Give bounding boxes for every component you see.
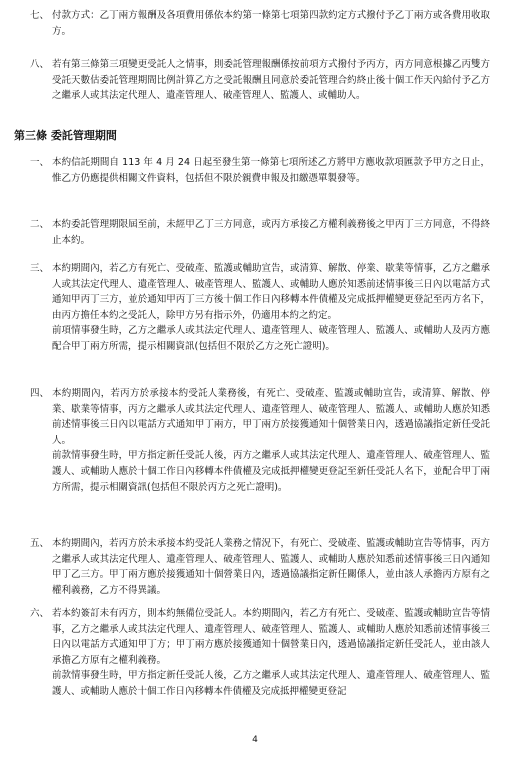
clause-number: 八、 xyxy=(30,59,50,70)
clause-text: 本約委託管理期限屆至前，未經甲乙丁三方同意，或丙方承接乙方權利義務後之甲丙丁三方同意，不得終止本約。 xyxy=(52,219,490,246)
clause-number: 一、 xyxy=(30,157,50,168)
clause-text: 本約信託期間自 113 年 4 月 24 日起至發生第一條第七項所述乙方將甲方應收款項匯款予甲方之日止，惟乙方仍應提供相關文件資料，包括但不限於親費申報及扣繳憑單製發等。 xyxy=(52,157,490,184)
clause-text-continued: 前項情事發生時，乙方之繼承人或其法定代理人、遺產管理人、破產管理人、監護人、或輔助人及丙方應配合甲丁兩方所需，提示相關資訊(包括但不限於乙方之死亡證明)。 xyxy=(52,325,490,352)
page-number: 4 xyxy=(252,735,258,745)
clause-text: 本約期間內，若丙方於未承接本約受託人業務之情況下，有死亡、受破產、監護或輔助宣告等情事，丙方之繼承人或其法定代理人、遺產管理人、破產管理人、監護人、或輔助人應於知悉前述情事後三日內通知甲丁乙三方。甲丁兩方應於接獲通知十個營業日內，透過協議指定新任關係人，並由該人承擔丙方原有之權利義務，乙方不得異議。 xyxy=(52,538,490,596)
clause-text: 若有第三條第三項變更受託人之情事，則委託管理報酬係按前項方式撥付予丙方，丙方同意根據乙丙雙方受託天數估委託管理期間比例計算乙方之受託報酬且同意於委託管理合約終止後十個工作天內給付予乙方之繼承人或其法定代理人、遺產管理人、破產管理人、監護人、或輔助人。 xyxy=(52,59,490,102)
clause-number: 二、 xyxy=(30,219,50,230)
clause-item xyxy=(30,155,490,186)
clause-text: 本約期間內，若丙方於承接本約受託人業務後，有死亡、受破產、監護或輔助宣告，或清算、解散、停業、歇業等情事，丙方之繼承人或其法定代理人、遺產管理人、破產管理人、監護人、或輔助人應於知悉前述情事後三日內以電話方式通知甲丁兩方，甲丁兩方於接獲通知十個營業日內，透過協議指定新任受託人。 xyxy=(52,388,490,446)
clause-item xyxy=(30,386,490,495)
clause-item xyxy=(30,536,490,598)
clause-number: 四、 xyxy=(30,388,50,399)
section-title: 第三條 委託管理期間 xyxy=(14,129,117,142)
clause-number: 七、 xyxy=(30,10,50,21)
clause-number: 三、 xyxy=(30,263,50,274)
clause-text-continued: 前款情事發生時，甲方指定新任受託人後，乙方之繼承人或其法定代理人、遺產管理人、破產管理人、監護人、或輔助人應於十個工作日內移轉本件債權及完成抵押權變更登記 xyxy=(52,670,490,697)
clause-item xyxy=(30,57,490,104)
clause-text: 本約期間內，若乙方有死亡、受破產、監護或輔助宣告，或清算、解散、停業、歇業等情事，乙方之繼承人或其法定代理人、遺產管理人、破產管理人、監護人、或輔助人應於知悉前述情事後三日內以電話方式通知甲丙丁三方，並於通知甲丙丁三方後十個工作日內移轉本件債權及完成抵押權變更登記至丙方名下，由丙方擔任本約之受託人，除甲方另有指示外，仍適用本約之約定。 xyxy=(52,263,490,321)
clause-text-continued: 前款情事發生時，甲方指定新任受託人後，丙方之繼承人或其法定代理人、遺產管理人、破產管理人、監護人、或輔助人應於十個工作日內移轉本件債權及完成抵押權變更登記至新任受託人名下，並配合甲丁兩方所需，提示相關資訊(包括但不限於丙方之死亡證明)。 xyxy=(52,450,490,493)
clause-item xyxy=(30,217,490,248)
clause-text: 付款方式：乙丁兩方報酬及各項費用係依本約第一條第七項第四款約定方式撥付予乙丁兩方或各費用收取方。 xyxy=(52,10,490,37)
clause-item xyxy=(30,261,490,355)
clause-number: 六、 xyxy=(30,608,50,619)
clause-item xyxy=(30,8,490,39)
clause-text: 若本約簽訂未有丙方，則本約無備位受託人。本約期間內，若乙方有死亡、受破產、監護或輔助宣告等情事，乙方之繼承人或其法定代理人、遺產管理人、破產管理人、監護人、或輔助人應於知悉前述情事後三日內以電話方式通知甲丁方；甲丁兩方應於接獲通知十個營業日內，透過協議指定新任受託人，並由該人承擔乙方原有之權利義務。 xyxy=(52,608,490,666)
clause-item xyxy=(30,606,490,700)
clause-number: 五、 xyxy=(30,538,50,549)
